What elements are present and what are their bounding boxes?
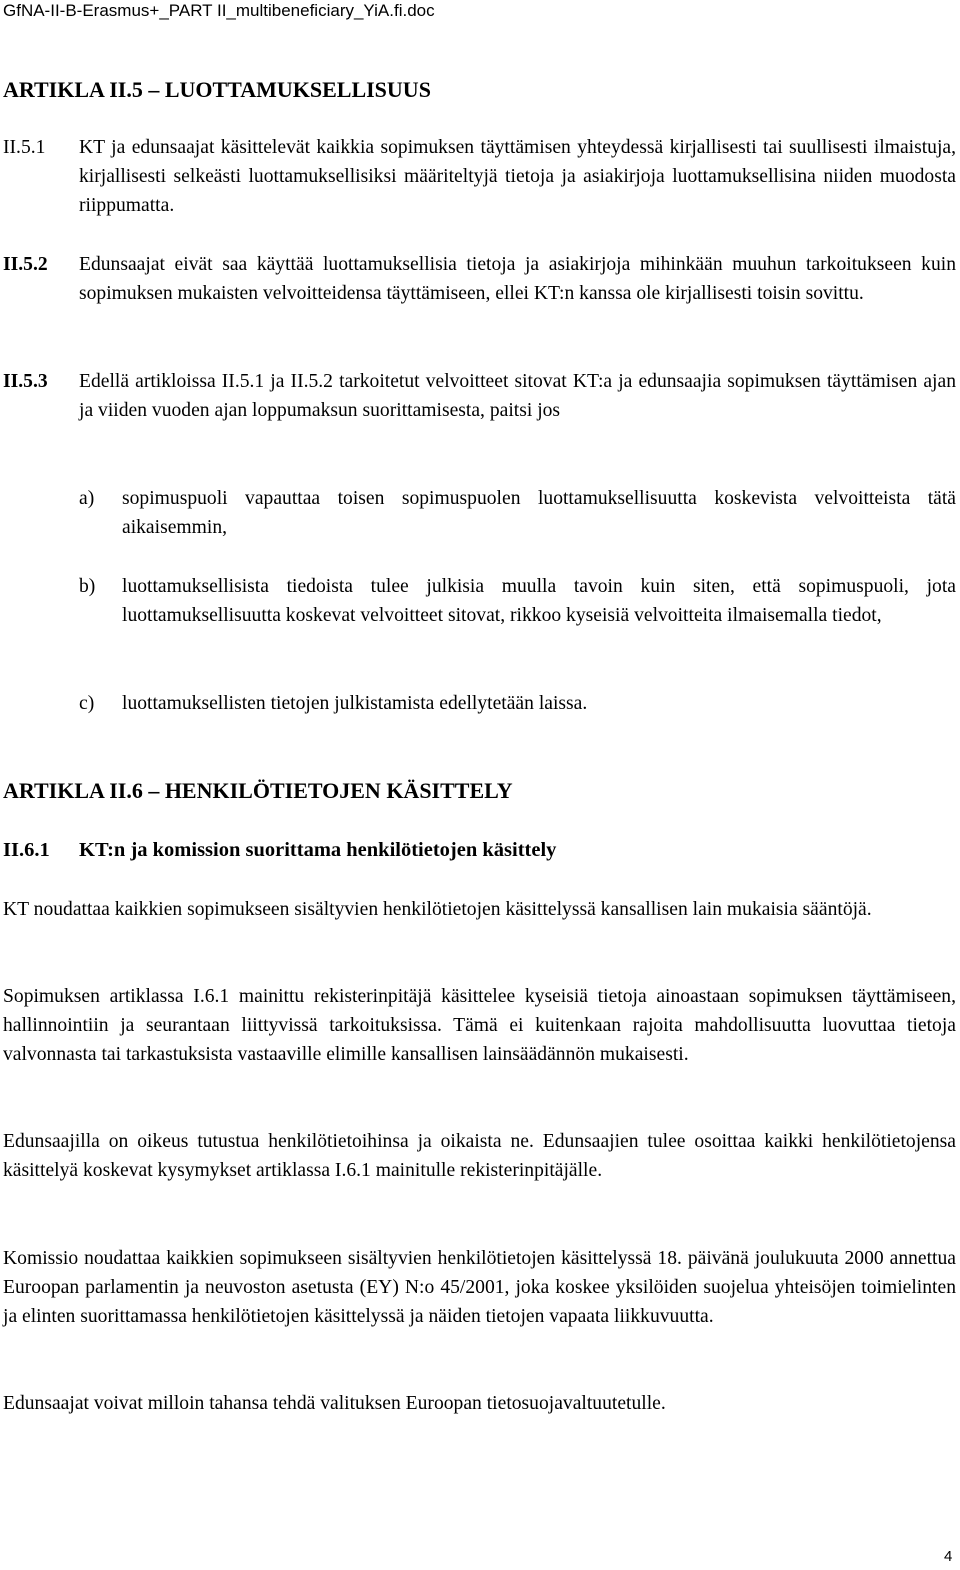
section-number-2-6-1: II.6.1	[3, 839, 50, 861]
list-item-text-b: luottamuksellisista tiedoista tulee julkisia muulla tavoin kuin siten, että sopimuspuoli, jota luottamuksellisuutta koskevat velvoitteet sitovat, rikkoo kyseisiä velvoitteita ilmaisemalla tiedot,	[122, 576, 956, 626]
list-item-label-b: b)	[79, 576, 96, 597]
section-title-2-6-1: KT:n ja komission suorittama henkilötietojen käsittely	[79, 839, 557, 861]
list-item-text-a: sopimuspuoli vapauttaa toisen sopimuspuolen luottamuksellisuutta koskevista velvoitteista tätä aikaisemmin,	[122, 488, 956, 538]
paragraph-access-rights: Edunsaajilla on oikeus tutustua henkilötietoihinsa ja oikaista ne. Edunsaajien tulee osoittaa kaikki henkilötietojensa käsittelyä koskevat kysymykset artiklassa I.6.1 mainitulle rekisterinpitäjälle.	[3, 1131, 956, 1181]
paragraph-complaint: Edunsaajat voivat milloin tahansa tehdä valituksen Euroopan tietosuojavaltuutetulle.	[3, 1393, 666, 1414]
page-number: 4	[944, 1548, 953, 1565]
section-text-2-5-3: Edellä artikloissa II.5.1 ja II.5.2 tarkoitetut velvoitteet sitovat KT:a ja edunsaajia sopimuksen täyttämisen ajan ja viiden vuoden ajan loppumaksun suorittamisesta, paitsi jos	[79, 371, 956, 421]
paragraph-commission-regulation: Komissio noudattaa kaikkien sopimukseen sisältyvien henkilötietojen käsittelyssä 18. päivänä joulukuuta 2000 annettua Euroopan parlamentin ja neuvoston asetusta (EY) N:o 45/2001, joka koskee yksilöiden suojelua yhteisöjen toimielinten ja elinten suorittamassa henkilötietojen käsittelyssä ja näiden tietojen vapaata liikkuvuutta.	[3, 1248, 956, 1327]
section-number-2-5-1: II.5.1	[3, 137, 46, 158]
section-number-2-5-2: II.5.2	[3, 254, 48, 275]
list-item-text-c: luottamuksellisten tietojen julkistamista edellytetään laissa.	[122, 693, 588, 714]
list-item-label-a: a)	[79, 488, 95, 509]
article-heading-personal-data: ARTIKLA II.6 – HENKILÖTIETOJEN KÄSITTELY	[3, 778, 513, 803]
document-filename-header: GfNA-II-B-Erasmus+_PART II_multibeneficiary_YiA.fi.doc	[3, 1, 435, 20]
list-item-label-c: c)	[79, 693, 95, 714]
article-heading-confidentiality: ARTIKLA II.5 – LUOTTAMUKSELLISUUS	[3, 77, 431, 102]
section-number-2-5-3: II.5.3	[3, 371, 48, 392]
section-text-2-5-2: Edunsaajat eivät saa käyttää luottamuksellisia tietoja ja asiakirjoja mihinkään muuhun tarkoitukseen kuin sopimuksen mukaisten velvoitteidensa täyttämiseen, ellei KT:n kanssa ole kirjallisesti toisin sovittu.	[79, 254, 956, 304]
section-text-2-5-1: KT ja edunsaajat käsittelevät kaikkia sopimuksen täyttämisen yhteydessä kirjallisesti tai suullisesti ilmaistuja, kirjallisesti selkeästi luottamuksellisiksi määriteltyjä tietoja ja asiakirjoja luottamuksellisina niiden muodosta riippumatta.	[79, 137, 956, 216]
paragraph-national-law: KT noudattaa kaikkien sopimukseen sisältyvien henkilötietojen käsittelyssä kansallisen lain mukaisia sääntöjä.	[3, 899, 872, 920]
paragraph-controller-processing: Sopimuksen artiklassa I.6.1 mainittu rekisterinpitäjä käsittelee kyseisiä tietoja ainoastaan sopimuksen täyttämiseen, hallinnointiin ja seurantaan liittyvissä tarkoituksissa. Tämä ei kuitenkaan rajoita mahdollisuutta luovuttaa tietoja valvonnasta tai tarkastuksista vastaaville elimille kansallisen lainsäädännön mukaisesti.	[3, 986, 956, 1065]
